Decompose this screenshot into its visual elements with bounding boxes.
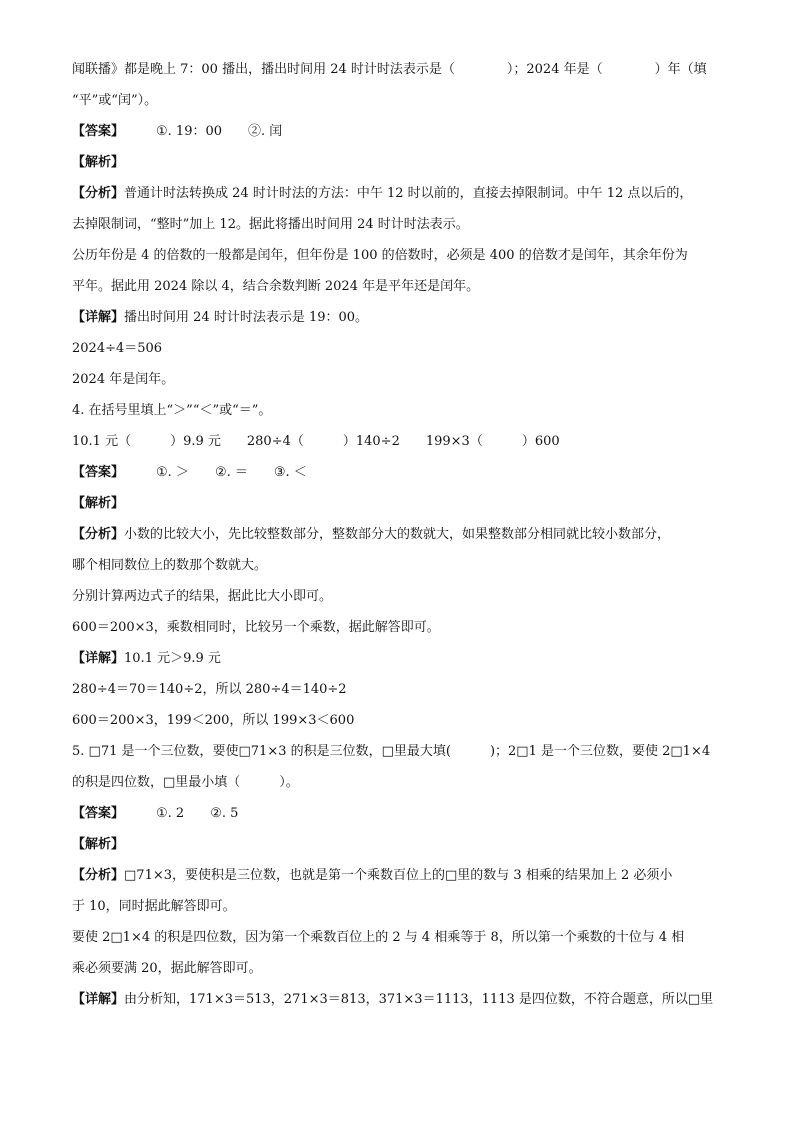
q3-question-line1: 闻联播》都是晚上 7：00 播出，播出时间用 24 时计时法表示是（ ）；2024 年是（ ）年（填	[72, 62, 707, 77]
conclusion-text: 2024 年是闰年。	[72, 372, 175, 387]
detail-text: 由分析知，171×3＝513，271×3＝813，371×3＝1113，1113 是四位数，不符合题意，所以□里	[124, 992, 714, 1007]
q5-answer-row	[72, 806, 732, 837]
analysis-text: 普通计时法转换成 24 时计时法的方法：中午 12 时以前的，直接去掉限制词。中午 12 点以后的，	[124, 186, 693, 201]
q4-fenxi-line1	[72, 527, 732, 558]
analysis-text: 哪个相同数位上的数那个数就大。	[72, 558, 268, 573]
q3-question-line2: “平”或“闰”）。	[72, 93, 158, 108]
answer-item: ①. ＞	[156, 465, 189, 480]
xiangjie-tag: 【详解】	[72, 992, 125, 1007]
fenxi-tag: 【分析】	[72, 186, 125, 201]
q4-answer-row	[72, 465, 732, 496]
q5-xiangjie-line	[72, 992, 732, 1023]
answer-tag: 【答案】	[72, 124, 125, 139]
answer-item: ②. ＝	[214, 465, 248, 480]
analysis-text: 去掉限制词，“整时”加上 12。据此将播出时间用 24 时计时法表示。	[72, 217, 469, 232]
answer-tag: 【答案】	[72, 465, 125, 480]
answer-tag: 【答案】	[72, 806, 125, 821]
q5-title-line1: 5. □71 是一个三位数，要使□71×3 的积是三位数，□里最大填( )；2□1 是一个三位数，要使 2□1×4	[72, 744, 711, 759]
analysis-text: 公历年份是 4 的倍数的一般都是闰年，但年份是 100 的倍数时，必须是 400 的倍数才是闰年，其余年份为	[72, 248, 688, 263]
detail-text: 播出时间用 24 时计时法表示是 19：00。	[124, 310, 369, 325]
q5-title-line2: 的积是四位数，□里最小填（ ）。	[72, 775, 299, 790]
answer-item: ②. 5	[210, 806, 239, 821]
q3-xiangjie-line	[72, 310, 732, 341]
q4-problems: 10.1 元（ ）9.9 元 280÷4（ ）140÷2 199×3（ ）600	[72, 434, 560, 449]
analysis-text: 于 10，同时据此解答即可。	[72, 899, 236, 914]
q5-fenxi-line1	[72, 868, 732, 899]
fenxi-tag: 【分析】	[72, 527, 125, 542]
analysis-text: 小数的比较大小，先比较整数部分，整数部分大的数就大，如果整数部分相同就比较小数部分，	[124, 527, 671, 542]
analysis-text: 600＝200×3，乘数相同时，比较另一个乘数，据此解答即可。	[72, 620, 440, 635]
detail-text: 600＝200×3，199＜200，所以 199×3＜600	[72, 713, 355, 728]
analysis-text: 平年。据此用 2024 除以 4，结合余数判断 2024 年是平年还是闰年。	[72, 279, 480, 294]
answer-item: ③. ＜	[273, 465, 307, 480]
q4-title: 4. 在括号里填上“＞”“＜”或“＝”。	[72, 403, 272, 418]
detail-text: 10.1 元＞9.9 元	[124, 651, 221, 666]
answer-item: ②. 闰	[248, 124, 283, 139]
jiexi-tag: 【解析】	[72, 837, 125, 852]
answer-item: ①. 19：00	[156, 124, 223, 139]
jiexi-tag: 【解析】	[72, 155, 125, 170]
q4-xiangjie-line	[72, 651, 732, 682]
document-page	[72, 62, 732, 1023]
analysis-text: □71×3，要使积是三位数，也就是第一个乘数百位上的□里的数与 3 相乘的结果加上 2 必须小	[124, 868, 673, 883]
analysis-text: 分别计算两边式子的结果，据此比大小即可。	[72, 589, 333, 604]
fenxi-tag: 【分析】	[72, 868, 125, 883]
xiangjie-tag: 【详解】	[72, 310, 125, 325]
analysis-text: 乘必须要满 20，据此解答即可。	[72, 961, 262, 976]
analysis-text: 要使 2□1×4 的积是四位数，因为第一个乘数百位上的 2 与 4 相乘等于 8，所以第一个乘数的十位与 4 相	[72, 930, 685, 945]
answer-item: ①. 2	[156, 806, 185, 821]
q3-fenxi-line1	[72, 186, 732, 217]
jiexi-tag: 【解析】	[72, 496, 125, 511]
q3-answer-row	[72, 124, 732, 155]
detail-text: 280÷4＝70＝140÷2，所以 280÷4＝140÷2	[72, 682, 347, 697]
calculation-text: 2024÷4＝506	[72, 341, 163, 356]
xiangjie-tag: 【详解】	[72, 651, 125, 666]
